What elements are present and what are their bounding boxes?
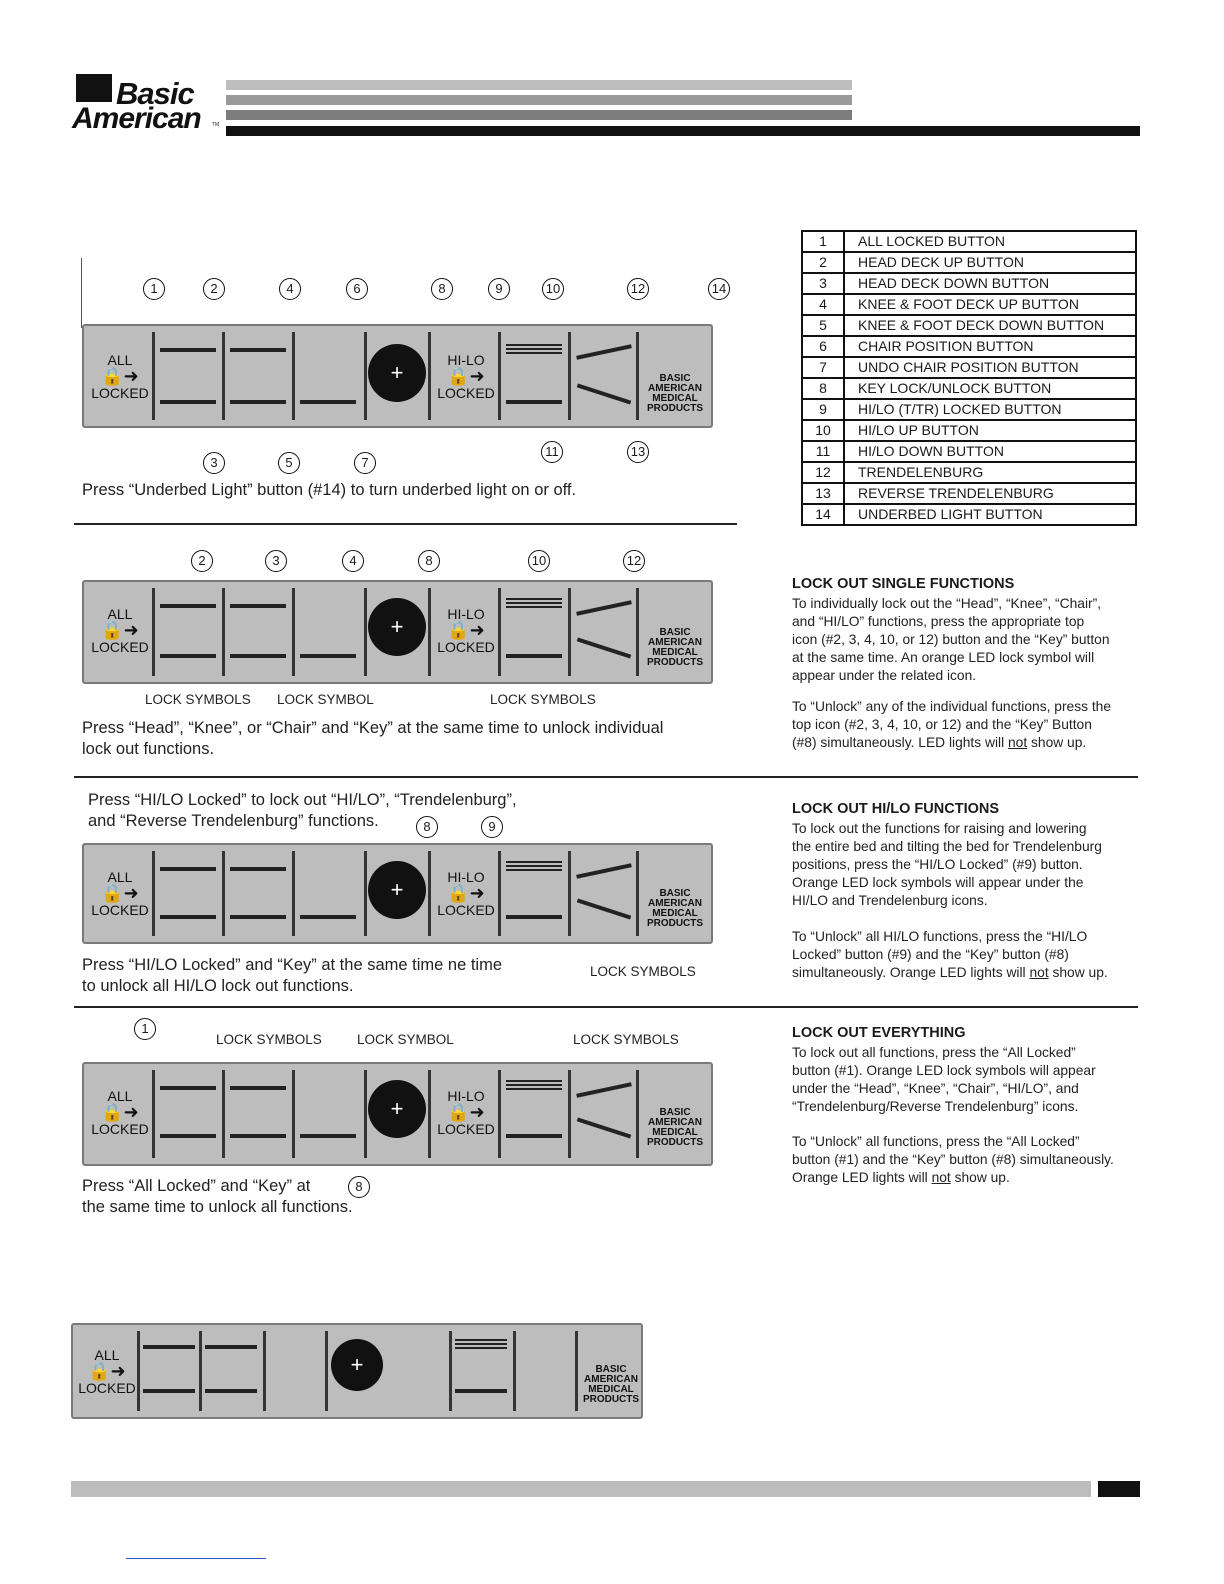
all-locked-button[interactable]: ALL 🔒➜ LOCKED [91,869,149,918]
head-down-icon[interactable] [160,915,216,919]
section-title: LOCK OUT SINGLE FUNCTIONS [792,576,1015,592]
section2-para1: To individually lock out the “Head”, “Knee”, “Chair”, and “HI/LO” functions, press the appropriate top icon (#2, 3, 4, 10, or 12) button and the “Key” button at the same time. An orange LED lock symbol will appear under the related icon. [792,596,1110,683]
legend-row [802,315,1136,336]
control-panel-compact [71,1323,643,1419]
control-panel-1 [82,324,713,428]
control-panel-4 [82,1062,713,1166]
callout-number: 5 [278,452,300,474]
legend-label: CHAIR POSITION BUTTON [844,336,1136,357]
section2-caption: Press “Head”, “Knee”, or “Chair” and “Key” at the same time to unlock individual [82,719,664,737]
legend-label: REVERSE TRENDELENBURG [844,483,1136,504]
knee-down-icon[interactable] [205,1389,257,1393]
all-locked-button[interactable]: ALL 🔒➜ LOCKED [91,1088,149,1137]
brand-underbed-light[interactable]: BASIC AMERICAN MEDICAL PRODUCTS [582,1364,640,1405]
legend-row [802,483,1136,504]
header-stripe [226,80,852,90]
callout-number: 3 [203,452,225,474]
button-legend-table [801,230,1137,526]
footer-block [1098,1481,1140,1497]
header-stripe [226,110,852,120]
section4-caption: Press “All Locked” and “Key” at [82,1177,311,1195]
callout-number: 9 [488,278,510,300]
head-up-icon[interactable] [160,867,216,871]
callout-number: 9 [481,816,503,838]
hilo-locked-button[interactable]: HI-LO 🔒➜ LOCKED [437,606,495,655]
legend-number: 8 [802,378,844,399]
hilo-locked-button[interactable]: HI-LO 🔒➜ LOCKED [437,1088,495,1137]
callout-number: 4 [342,550,364,572]
brand-underbed-light[interactable]: BASIC AMERICAN MEDICAL PRODUCTS [646,373,704,414]
callout-number: 7 [354,452,376,474]
hilo-up-icon[interactable] [506,1080,562,1090]
brand-underbed-light[interactable]: BASIC AMERICAN MEDICAL PRODUCTS [646,1107,704,1148]
legend-label: HEAD DECK UP BUTTON [844,252,1136,273]
head-up-icon[interactable] [160,1086,216,1090]
logo-mark-icon [76,74,112,102]
brand-underbed-light[interactable]: BASIC AMERICAN MEDICAL PRODUCTS [646,627,704,668]
knee-down-icon[interactable] [230,915,286,919]
all-locked-button[interactable]: ALL 🔒➜ LOCKED [91,606,149,655]
legend-label: TRENDELENBURG [844,462,1136,483]
key-lock-button[interactable]: + [368,1080,426,1138]
control-panel-3 [82,843,713,944]
legend-label: KNEE & FOOT DECK UP BUTTON [844,294,1136,315]
lock-symbol-label: LOCK SYMBOL [277,692,374,707]
legend-number: 14 [802,504,844,525]
all-locked-button[interactable]: ALL 🔒➜ LOCKED [91,352,149,401]
head-down-icon[interactable] [160,654,216,658]
callout-number: 8 [431,278,453,300]
callout-number: 2 [203,278,225,300]
legend-row [802,231,1136,252]
hilo-up-icon[interactable] [506,598,562,608]
header-stripe [226,95,852,105]
header-rule [226,126,1140,136]
undo-chair-icon[interactable] [300,915,356,919]
lock-symbols-label: LOCK SYMBOLS [590,964,696,979]
lock-symbol-label: LOCK SYMBOL [357,1032,454,1047]
trendelenburg-icon[interactable] [576,863,632,879]
legend-number: 12 [802,462,844,483]
legend-number: 1 [802,231,844,252]
section3-intro: Press “HI/LO Locked” to lock out “HI/LO”, “Trendelenburg”, [88,791,517,809]
hilo-locked-button[interactable]: HI-LO 🔒➜ LOCKED [437,352,495,401]
undo-chair-icon[interactable] [300,1134,356,1138]
legend-row [802,399,1136,420]
trendelenburg-icon[interactable] [576,1082,632,1098]
head-down-icon[interactable] [160,1134,216,1138]
logo-line2: American [72,102,201,135]
callout-number: 10 [528,550,550,572]
footer-link-underline [126,1558,266,1559]
legend-number: 2 [802,252,844,273]
callout-number: 12 [623,550,645,572]
hilo-locked-button[interactable]: HI-LO 🔒➜ LOCKED [437,869,495,918]
head-down-icon[interactable] [143,1389,195,1393]
head-down-icon[interactable] [160,400,216,404]
legend-number: 13 [802,483,844,504]
knee-up-icon[interactable] [230,348,286,352]
legend-row [802,273,1136,294]
knee-down-icon[interactable] [230,400,286,404]
panel-edge [81,258,82,328]
legend-number: 3 [802,273,844,294]
legend-label: UNDO CHAIR POSITION BUTTON [844,357,1136,378]
callout-number: 2 [191,550,213,572]
lock-symbols-label: LOCK SYMBOLS [490,692,596,707]
undo-chair-icon[interactable] [300,400,356,404]
reverse-trendelenburg-icon[interactable] [577,1117,631,1138]
hilo-up-icon[interactable] [506,861,562,871]
footer-bar [71,1481,1091,1497]
key-lock-button[interactable]: + [368,344,426,402]
legend-label: KEY LOCK/UNLOCK BUTTON [844,378,1136,399]
reverse-trendelenburg-icon[interactable] [577,637,631,658]
callout-number: 1 [134,1018,156,1040]
legend-number: 10 [802,420,844,441]
section2-caption: lock out functions. [82,740,215,758]
legend-number: 9 [802,399,844,420]
logo-tm: TM [212,122,220,128]
legend-label: HI/LO UP BUTTON [844,420,1136,441]
knee-up-icon[interactable] [230,604,286,608]
all-locked-button[interactable]: ALL 🔒➜ LOCKED [78,1347,136,1396]
divider [74,523,737,525]
hilo-down-icon[interactable] [506,1134,562,1138]
callout-number: 8 [348,1176,370,1198]
head-up-icon[interactable] [143,1345,195,1349]
legend-row [802,441,1136,462]
callout-number: 1 [143,278,165,300]
callout-number: 14 [708,278,730,300]
section4-para1: To lock out all functions, press the “All Locked” button (#1). Orange LED lock symbols will appear under the “Head”, “Knee”, “Chair”, “HI/LO”, and “Trendelenburg/Reverse Trendelenburg” icons. [792,1045,1096,1114]
callout-number: 3 [265,550,287,572]
legend-row [802,462,1136,483]
legend-row [802,252,1136,273]
hilo-up-icon[interactable] [506,344,562,354]
legend-label: HEAD DECK DOWN BUTTON [844,273,1136,294]
legend-row [802,420,1136,441]
head-up-icon[interactable] [160,348,216,352]
legend-label: ALL LOCKED BUTTON [844,231,1136,252]
section3-caption: Press “HI/LO Locked” and “Key” at the same time ne time [82,956,503,974]
legend-number: 11 [802,441,844,462]
divider [74,776,1138,778]
legend-label: HI/LO DOWN BUTTON [844,441,1136,462]
head-up-icon[interactable] [160,604,216,608]
lock-symbols-label: LOCK SYMBOLS [573,1032,679,1047]
lock-symbols-label: LOCK SYMBOLS [216,1032,322,1047]
hilo-up-icon[interactable] [455,1339,507,1349]
logo-line1: Basic [116,76,194,111]
trendelenburg-icon[interactable] [576,600,632,616]
lock-symbols-label: LOCK SYMBOLS [145,692,251,707]
section4-caption: the same time to unlock all functions. [82,1198,353,1216]
knee-up-icon[interactable] [230,867,286,871]
section3-intro: and “Reverse Trendelenburg” functions. [88,812,379,830]
section-title: LOCK OUT EVERYTHING [792,1025,966,1041]
knee-up-icon[interactable] [205,1345,257,1349]
control-panel-2 [82,580,713,684]
callout-number: 6 [346,278,368,300]
hilo-down-icon[interactable] [506,400,562,404]
hilo-down-icon[interactable] [506,915,562,919]
hilo-down-icon[interactable] [506,654,562,658]
key-lock-button[interactable]: + [331,1339,383,1391]
section4-para2: To “Unlock” all functions, press the “All Locked” button (#1) and the “Key” button (#8) simultaneously. Orange LED lights will not show up. [792,1134,1114,1185]
callout-number: 4 [279,278,301,300]
key-lock-button[interactable]: + [368,861,426,919]
callout-number: 8 [416,816,438,838]
callout-number: 10 [542,278,564,300]
section3-para2: To “Unlock” all HI/LO functions, press the “HI/LO Locked” button (#9) and the “Key” button (#8) simultaneously. Orange LED lights will not show up. [792,929,1108,980]
section1-caption: Press “Underbed Light” button (#14) to turn underbed light on or off. [82,481,577,499]
legend-label: HI/LO (T/TR) LOCKED BUTTON [844,399,1136,420]
knee-down-icon[interactable] [230,654,286,658]
legend-row [802,378,1136,399]
legend-number: 5 [802,315,844,336]
divider [74,1006,1138,1008]
reverse-trendelenburg-icon[interactable] [577,383,631,404]
callout-number: 11 [541,441,563,463]
legend-label: UNDERBED LIGHT BUTTON [844,504,1136,525]
reverse-trendelenburg-icon[interactable] [577,898,631,919]
key-lock-button[interactable]: + [368,598,426,656]
legend-row [802,504,1136,525]
trendelenburg-icon[interactable] [576,344,632,360]
knee-up-icon[interactable] [230,1086,286,1090]
hilo-down-icon[interactable] [455,1389,507,1393]
callout-number: 13 [627,441,649,463]
section2-para2: To “Unlock” any of the individual functions, press the top icon (#2, 3, 4, 10, or 12) and the “Key” Button (#8) simultaneously. LED lights will not show up. [792,699,1112,750]
legend-row [802,294,1136,315]
callout-number: 8 [418,550,440,572]
legend-label: KNEE & FOOT DECK DOWN BUTTON [844,315,1136,336]
brand-underbed-light[interactable]: BASIC AMERICAN MEDICAL PRODUCTS [646,888,704,929]
legend-number: 4 [802,294,844,315]
section3-para1: To lock out the functions for raising and lowering the entire bed and tilting the bed for Trendelenburg positions, press the “HI/LO Locked” (#9) button. Orange LED lock symbols will appear under the HI/LO and Trendelenburg icons. [792,821,1102,908]
section-title: LOCK OUT HI/LO FUNCTIONS [792,801,1000,817]
knee-down-icon[interactable] [230,1134,286,1138]
section3-caption: to unlock all HI/LO lock out functions. [82,977,354,995]
legend-number: 7 [802,357,844,378]
legend-row [802,357,1136,378]
callout-number: 12 [627,278,649,300]
legend-number: 6 [802,336,844,357]
legend-row [802,336,1136,357]
undo-chair-icon[interactable] [300,654,356,658]
